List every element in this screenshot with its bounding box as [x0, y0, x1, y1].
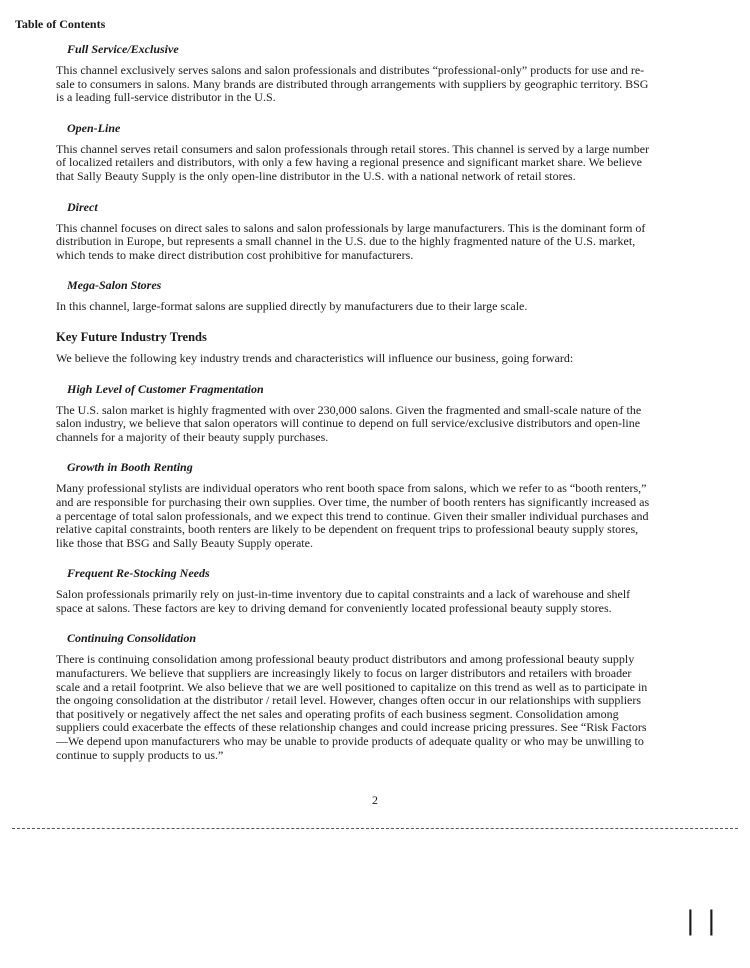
- paragraph-fragmentation: The U.S. salon market is highly fragmented with over 230,000 salons. Given the fragmented and small-scale nature of the salon industry, we believe that salon operators will continue to depend on full service/exclusive distributors and open-line channels for a majority of their beauty supply purchases.: [56, 402, 642, 444]
- page-divider: [12, 828, 738, 829]
- paragraph-restocking: Salon professionals primarily rely on just-in-time inventory due to capital constraints and a lack of warehouse and shelf space at salons. These factors are key to driving demand for conveniently located professional beauty supply stores.: [56, 587, 631, 615]
- paragraph-mega-salon: In this channel, large-format salons are supplied directly by manufacturers due to their large scale.: [56, 299, 528, 314]
- section-heading-fragmentation: High Level of Customer Fragmentation: [67, 381, 264, 396]
- paragraph-booth-renting: Many professional stylists are individual operators who rent booth space from salons, which we refer to as “booth renters,” and are responsible for purchasing their own supplies. Over time, the number of booth renters has significantly increased as a percentage of total salon professionals, and we expect this trend to continue. Given their smaller individual purchases and relative capital constraints, booth renters are likely to be dependent on frequent trips to professional beauty supply stores, like those that BSG and Sally Beauty Supply operate.: [56, 481, 650, 550]
- paragraph-consolidation: There is continuing consolidation among professional beauty product distributors and among professional beauty supply manufacturers. We believe that suppliers are increasingly likely to focus on larger distributors and retailers with broader scale and a retail footprint. We also believe that we are well positioned to capitalize on this trend as well as to participate in the ongoing consolidation at the distributor / retail level. However, changes often occur in our relationships with suppliers that positively or negatively affect the net sales and operating profits of each business segment. Consolidation among suppliers could exacerbate the effects of these relationship changes and could increase pricing pressures. See “Risk Factors—We depend upon manufacturers who may be unable to provide products of adequate quality or who may be unwilling to continue to supply products to us.”: [56, 652, 648, 762]
- paragraph-key-trends-intro: We believe the following key industry trends and characteristics will influence our business, going forward:: [56, 350, 574, 365]
- section-heading-key-trends: Key Future Industry Trends: [56, 329, 207, 344]
- document-body: [56, 42, 656, 778]
- section-heading-direct: Direct: [67, 199, 98, 214]
- paragraph-full-service: This channel exclusively serves salons and salon professionals and distributes “professional-only” products for use and re-sale to consumers in salons. Many brands are distributed through arrangements with suppliers by geographic territory. BSG is a leading full-service distributor in the U.S.: [56, 63, 649, 105]
- section-heading-full-service: Full Service/Exclusive: [67, 42, 179, 56]
- section-heading-consolidation: Continuing Consolidation: [67, 631, 197, 646]
- margin-mark: | |: [686, 906, 718, 936]
- section-heading-open-line: Open-Line: [67, 120, 121, 135]
- section-heading-restocking: Frequent Re-Stocking Needs: [67, 566, 210, 581]
- section-heading-booth-renting: Growth in Booth Renting: [67, 460, 193, 475]
- page-number: 2: [372, 793, 378, 807]
- section-heading-mega-salon: Mega-Salon Stores: [67, 278, 162, 293]
- paragraph-direct: This channel focuses on direct sales to salons and salon professionals by large manufacturers. This is the dominant form of distribution in Europe, but represents a small channel in the U.S. due to the highly fragmented nature of the U.S. market, which tends to make direct distribution cost prohibitive for manufacturers.: [56, 220, 646, 262]
- paragraph-open-line: This channel serves retail consumers and salon professionals through retail stores. This channel is served by a large number of localized retailers and distributors, with only a few having a regional presence and significant market share. We believe that Sally Beauty Supply is the only open-line distributor in the U.S. with a national network of retail stores.: [56, 141, 650, 183]
- table-of-contents-link[interactable]: Table of Contents: [15, 17, 106, 31]
